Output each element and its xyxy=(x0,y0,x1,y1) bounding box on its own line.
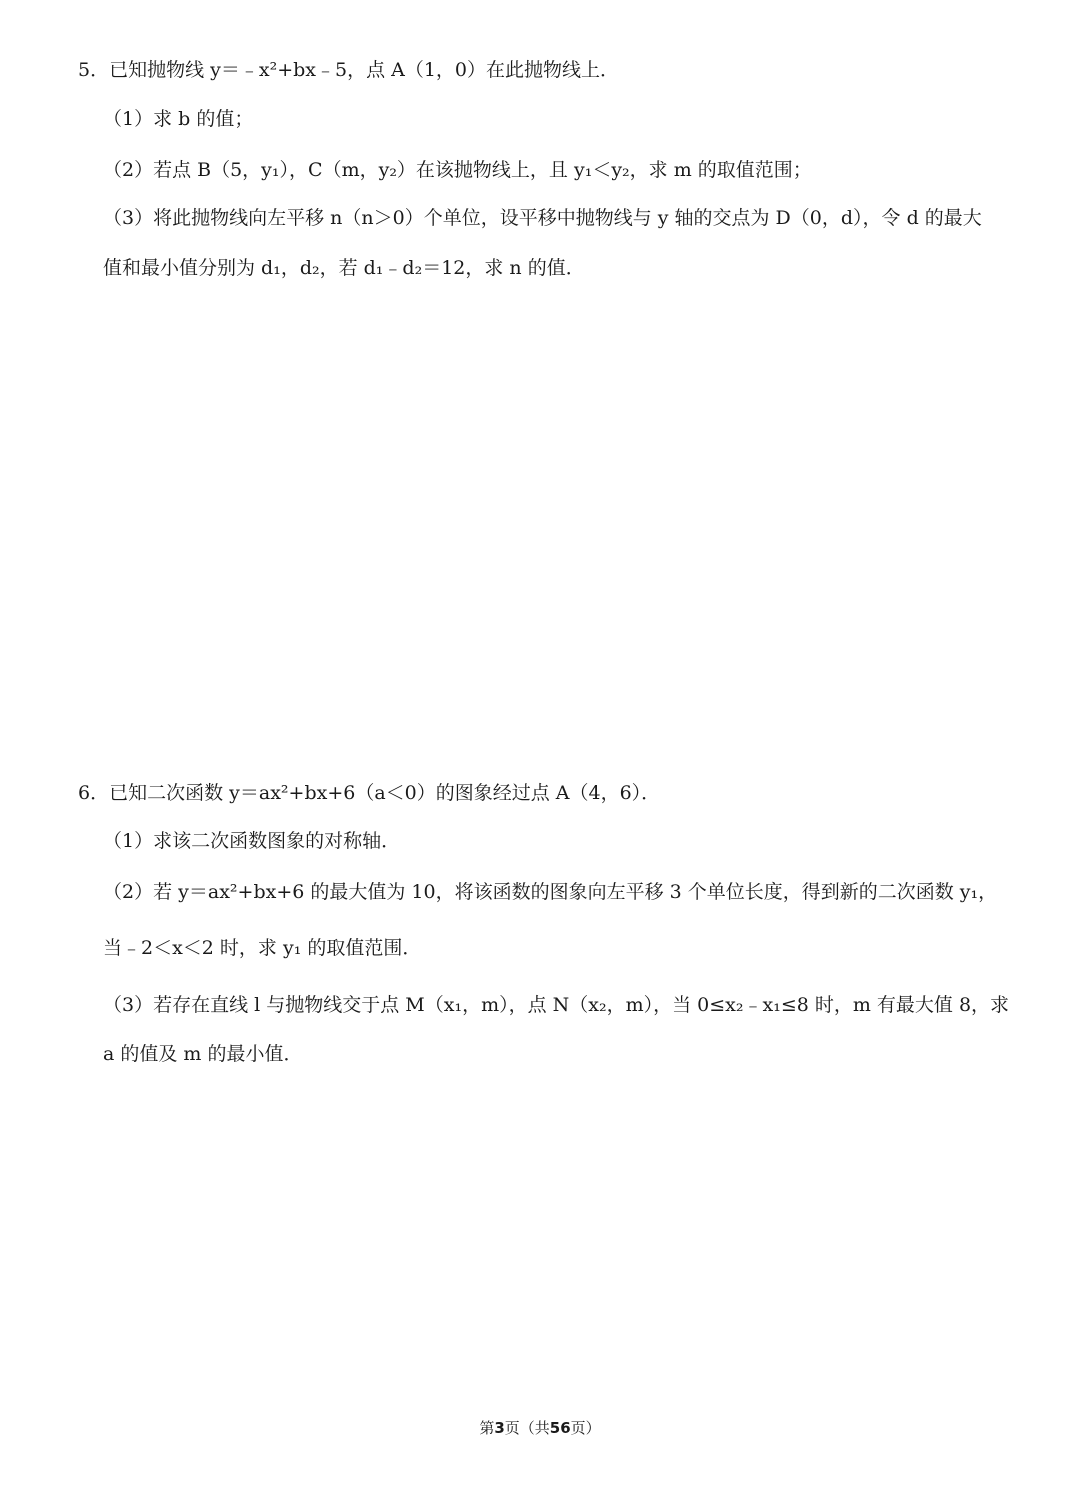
footer-total-pages: 56 xyxy=(549,1419,571,1437)
footer-suffix: 页） xyxy=(570,1419,601,1437)
problem-5-stem: 5．已知抛物线 y＝﹣x²+bx﹣5，点 A（1，0）在此抛物线上． xyxy=(78,59,620,81)
problem-6-part-3: （3）若存在直线 l 与抛物线交于点 M（x₁，m），点 N（x₂，m），当 0≤x₂﹣x₁≤8 时，m 有最大值 8，求 xyxy=(103,994,1010,1016)
page-footer xyxy=(0,1418,1080,1438)
problem-6-stem: 6．已知二次函数 y＝ax²+bx+6（a＜0）的图象经过点 A（4，6）． xyxy=(78,782,661,804)
footer-page-number: 3 xyxy=(494,1419,505,1437)
problem-6-part-1: （1）求该二次函数图象的对称轴． xyxy=(103,830,401,852)
footer-mid: 页（共 xyxy=(504,1419,550,1437)
problem-6-part-2-cont: 当﹣2＜x＜2 时，求 y₁ 的取值范围． xyxy=(103,937,422,959)
problem-6-part-3-cont: a 的值及 m 的最小值． xyxy=(103,1043,303,1065)
problem-5-part-1: （1）求 b 的值； xyxy=(103,108,254,130)
footer-prefix: 第 xyxy=(479,1419,495,1437)
problem-6-part-2: （2）若 y＝ax²+bx+6 的最大值为 10，将该函数的图象向左平移 3 个单位长度，得到新的二次函数 y₁， xyxy=(103,881,998,903)
problem-5-part-2: （2）若点 B（5，y₁），C（m，y₂）在该抛物线上，且 y₁＜y₂，求 m 的取值范围； xyxy=(103,159,812,181)
problem-5-part-3-cont: 值和最小值分别为 d₁，d₂，若 d₁﹣d₂＝12，求 n 的值． xyxy=(103,257,585,279)
problem-5-part-3: （3）将此抛物线向左平移 n（n＞0）个单位，设平移中抛物线与 y 轴的交点为 D（0，d），令 d 的最大 xyxy=(103,207,982,229)
